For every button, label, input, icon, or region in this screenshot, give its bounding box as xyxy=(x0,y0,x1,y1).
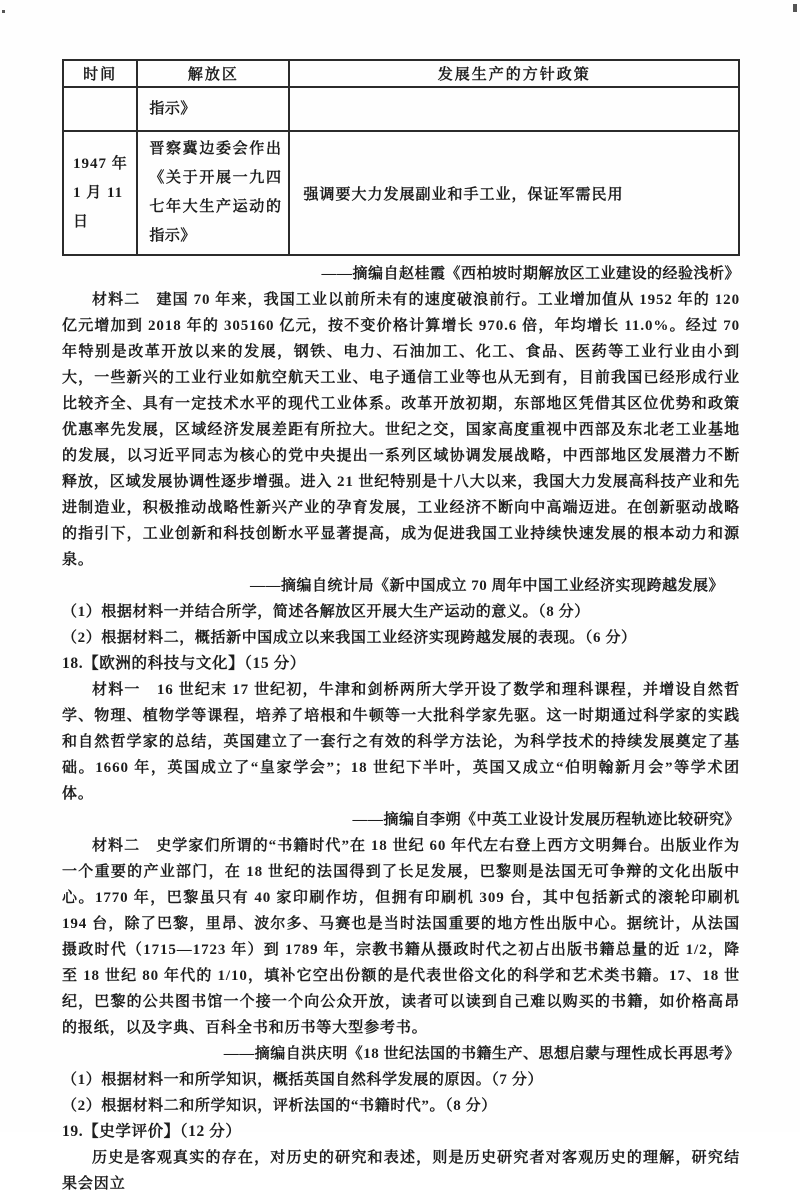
table-header-region: 解放区 xyxy=(137,60,289,87)
table-header-time: 时间 xyxy=(63,60,137,87)
q19-intro-paragraph: 历史是客观真实的存在，对历史的研究和表述，则是历史研究者对客观历史的理解，研究结果会因立 xyxy=(62,1150,740,1192)
q17-material1-citation: ——摘编自赵桂霞《西柏坡时期解放区工业建设的经验浅析》 xyxy=(321,266,740,282)
table-cell-region: 晋察冀边委会作出《关于开展一九四七年大生产运动的指示》 xyxy=(137,131,289,255)
scan-artifact xyxy=(793,4,797,12)
production-policy-table xyxy=(62,59,740,256)
q17-material2-paragraph: 材料二 建国 70 年来，我国工业以前所未有的速度破浪前行。工业增加值从 1952 年的 120 亿元增加到 2018 年的 305160 亿元，按不变价格计算增长 970.6 倍，年均增长 11.0%。经过 70 年特别是改革开放以来的发展，钢铁、电力、石油加工、化工、食品、医药等工业行业由小到大，一些新兴的工业行业如航空航天工业、电子通信工业等也从无到有，目前我国已经形成行业比较齐全、具有一定技术水平的现代工业体系。改革开放初期，东部地区凭借其区位优势和政策优惠率先发展，区域经济发展差距有所拉大。世纪之交，国家高度重视中西部及东北老工业基地的发展，以习近平同志为核心的党中央提出一系列区域协调发展战略，中西部地区发展潜力不断释放，区域发展协调性逐步增强。进入 21 世纪特别是十八大以来，我国大力发展高科技产业和先进制造业，积极推动战略性新兴产业的孕育发展，工业经济不断向中高端迈进。在创新驱动战略的指引下，工业创新和科技创断水平显著提高，成为促进我国工业持续快速发展的根本动力和源泉。 xyxy=(62,292,741,568)
q17-sub-question-2: （2）根据材料二，概括新中国成立以来我国工业经济实现跨越发展的表现。（6 分） xyxy=(62,630,637,646)
q17-sub-question-1: （1）根据材料一并结合所学，简述各解放区开展大生产运动的意义。（8 分） xyxy=(62,604,590,620)
q18-material1-paragraph: 材料一 16 世纪末 17 世纪初，牛津和剑桥两所大学开设了数学和理科课程，并增设自然哲学、物理、植物学等课程，培养了培根和牛顿等一大批科学家先驱。这一时期通过科学家的实践和自然哲学家的总结，英国建立了一套行之有效的科学方法论，为科学技术的持续发展奠定了基础。1660 年，英国成立了“皇家学会”；18 世纪下半叶，英国又成立“伯明翰新月会”等学术团体。 xyxy=(62,682,740,802)
table-cell-policy: 强调要大力发展副业和手工业，保证军需民用 xyxy=(289,131,739,255)
q17-material2-citation: ——摘编自统计局《新中国成立 70 周年中国工业经济实现跨越发展》 xyxy=(249,578,724,594)
table-header-row xyxy=(63,60,739,87)
table-cell-policy xyxy=(289,87,739,131)
table-cell-time: 1947 年 1 月 11 日 xyxy=(63,131,137,255)
table-cell-region: 指示》 xyxy=(137,87,289,131)
table-header-policy: 发展生产的方针政策 xyxy=(289,60,739,87)
q18-sub-question-2: （2）根据材料二和所学知识，评析法国的“书籍时代”。（8 分） xyxy=(62,1098,497,1114)
q18-material1-citation: ——摘编自李朔《中英工业设计发展历程轨迹比较研究》 xyxy=(352,812,740,828)
q18-material2-citation: ——摘编自洪庆明《18 世纪法国的书籍生产、思想启蒙与理性成长再思考》 xyxy=(223,1046,740,1062)
q18-sub-question-1: （1）根据材料一和所学知识，概括英国自然科学发展的原因。（7 分） xyxy=(62,1072,544,1088)
table-cell-time xyxy=(63,87,137,131)
table-row xyxy=(63,87,739,131)
q18-material2-paragraph: 材料二 史学家们所谓的“书籍时代”在 18 世纪 60 年代左右登上西方文明舞台。出版业作为一个重要的产业部门，在 18 世纪的法国得到了长足发展，巴黎则是法国无可争辩的文化出版中心。1770 年，巴黎虽只有 40 家印刷作坊，但拥有印刷机 309 台，其中包括新式的滚轮印刷机 194 台，除了巴黎，里昂、波尔多、马赛也是当时法国重要的地方性出版中心。据统计，从法国摄政时代（1715—1723 年）到 1789 年，宗教书籍从摄政时代之初占出版书籍总量的近 1/2，降至 18 世纪 80 年代的 1/10，填补它空出份额的是代表世俗文化的科学和艺术类书籍。17、18 世纪，巴黎的公共图书馆一个接一个向公众开放，读者可以读到自己难以购买的书籍，如价格高昂的报纸，以及字典、百科全书和历书等大型参考书。 xyxy=(62,838,740,1036)
section-heading-18: 18.【欧洲的科技与文化】（15 分） xyxy=(62,655,306,672)
table-row xyxy=(63,131,739,255)
scan-artifact xyxy=(2,10,5,13)
section-heading-19: 19.【史学评价】（12 分） xyxy=(62,1123,242,1140)
